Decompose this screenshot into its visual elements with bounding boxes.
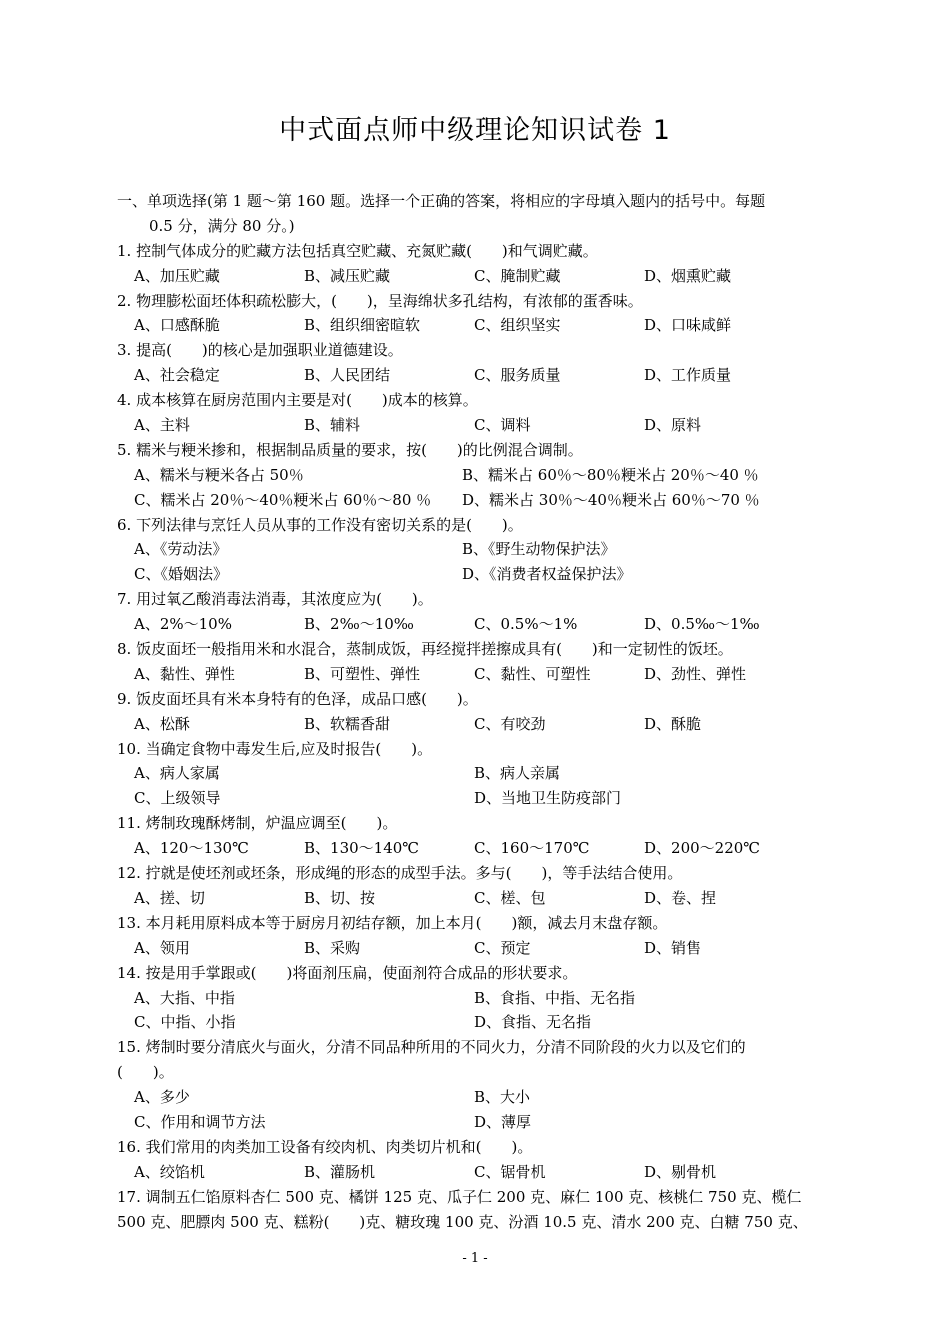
option-a: A、病人家属 <box>134 764 220 783</box>
question-2: 2. 物理膨松面坯体积疏松膨大，( )，呈海绵状多孔结构，有浓郁的蛋香味。 <box>117 291 643 310</box>
question-15-options-row-1 <box>117 1085 837 1110</box>
option-a: A、多少 <box>134 1088 190 1107</box>
question-list <box>117 189 837 1234</box>
option-c: C、0.5%～1% <box>474 615 578 634</box>
question-13-options <box>117 936 837 961</box>
question-9: 9. 饭皮面坯具有米本身特有的色泽，成品口感( )。 <box>117 689 478 708</box>
question-15-continued: ( )。 <box>117 1063 174 1082</box>
question-10: 10. 当确定食物中毒发生后,应及时报告( )。 <box>117 739 433 758</box>
option-b: B、切、按 <box>304 888 376 907</box>
option-d: D、糯米占 30％～40％粳米占 60％～70 ％ <box>462 490 760 509</box>
option-d: D、200～220℃ <box>644 839 761 858</box>
option-c: C、锯骨机 <box>474 1162 546 1181</box>
question-12: 12. 拧就是使坯剂或坯条，形成绳的形态的成型手法。多与( )，等手法结合使用。 <box>117 864 683 883</box>
question-14-options-row-2 <box>117 1010 837 1035</box>
option-c: C、黏性、可塑性 <box>474 664 591 683</box>
option-b: B、灌肠机 <box>304 1162 376 1181</box>
option-c: C、上级领导 <box>134 789 221 808</box>
option-d: D、原料 <box>644 416 702 435</box>
option-a: A、2%～10% <box>134 615 232 634</box>
option-d: D、当地卫生防疫部门 <box>474 789 622 808</box>
option-b: B、采购 <box>304 938 361 957</box>
instructions-line-1: 一、单项选择(第 1 题～第 160 题。选择一个正确的答案，将相应的字母填入题内的括号中。每题 <box>117 192 766 210</box>
question-13: 13. 本月耗用原料成本等于厨房月初结存额，加上本月( )额，减去月末盘存额。 <box>117 913 668 932</box>
option-c: C、糯米占 20％～40％粳米占 60％～80 ％ <box>134 490 432 509</box>
option-a: A、口感酥脆 <box>134 316 220 335</box>
option-b: B、2‰～10‰ <box>304 615 414 634</box>
option-d: D、口味咸鲜 <box>644 316 732 335</box>
question-7-options <box>117 612 837 637</box>
question-6-options-row-2 <box>117 562 837 587</box>
question-5: 5. 糯米与粳米掺和，根据制品质量的要求，按( )的比例混合调制。 <box>117 440 583 459</box>
option-d: D、销售 <box>644 938 702 957</box>
option-b: B、辅料 <box>304 416 361 435</box>
option-c: C、腌制贮藏 <box>474 266 561 285</box>
question-1-options <box>117 264 837 289</box>
option-d: D、劲性、弹性 <box>644 664 747 683</box>
option-d: D、剔骨机 <box>644 1162 717 1181</box>
option-a: A、加压贮藏 <box>134 266 220 285</box>
page-number: - 1 - <box>462 1251 488 1266</box>
option-b: B、病人亲属 <box>474 764 561 783</box>
option-a: A、主料 <box>134 416 190 435</box>
option-c: C、服务质量 <box>474 366 561 385</box>
option-a: A、领用 <box>134 938 190 957</box>
question-11-options <box>117 836 837 861</box>
option-b: B、《野生动物保护法》 <box>462 540 616 559</box>
option-b: B、软糯香甜 <box>304 714 391 733</box>
option-a: A、搓、切 <box>134 888 205 907</box>
option-a: A、社会稳定 <box>134 366 220 385</box>
question-7: 7. 用过氧乙酸消毒法消毒，其浓度应为( )。 <box>117 590 433 609</box>
option-c: C、预定 <box>474 938 531 957</box>
question-8-options <box>117 662 837 687</box>
question-6-options-row-1 <box>117 537 837 562</box>
question-17: 17. 调制五仁馅原料杏仁 500 克、橘饼 125 克、瓜子仁 200 克、麻仁 100 克、核桃仁 750 克、榄仁 <box>117 1187 802 1206</box>
option-c: C、160～170℃ <box>474 839 590 858</box>
question-3: 3. 提高( )的核心是加强职业道德建设。 <box>117 341 403 360</box>
question-15-options-row-2 <box>117 1110 837 1135</box>
question-15: 15. 烤制时要分清底火与面火，分清不同品种所用的不同火力，分清不同阶段的火力以及它们的 <box>117 1038 746 1057</box>
option-b: B、食指、中指、无名指 <box>474 988 636 1007</box>
question-10-options-row-1 <box>117 761 837 786</box>
option-a: A、松酥 <box>134 714 190 733</box>
option-d: D、薄厚 <box>474 1112 532 1131</box>
option-b: B、人民团结 <box>304 366 391 385</box>
option-c: C、槎、包 <box>474 888 546 907</box>
option-a: A、120～130℃ <box>134 839 249 858</box>
question-3-options <box>117 363 837 388</box>
option-d: D、《消费者权益保护法》 <box>462 565 632 584</box>
question-4: 4. 成本核算在厨房范围内主要是对( )成本的核算。 <box>117 391 478 410</box>
instructions-line-2: 0.5 分，满分 80 分。) <box>149 216 295 235</box>
question-5-options-row-2 <box>117 488 837 513</box>
question-6: 6. 下列法律与烹饪人员从事的工作没有密切关系的是( )。 <box>117 515 523 534</box>
option-a: A、糯米与粳米各占 50％ <box>134 465 304 484</box>
option-c: C、中指、小指 <box>134 1013 236 1032</box>
option-b: B、糯米占 60％～80％粳米占 20％～40 ％ <box>462 465 759 484</box>
option-d: D、卷、捏 <box>644 888 717 907</box>
question-17-continued: 500 克、肥膘肉 500 克、糕粉( )克、糖玫瑰 100 克、汾酒 10.5 克、清水 200 克、白糖 750 克、 <box>117 1212 808 1231</box>
question-1: 1. 控制气体成分的贮藏方法包括真空贮藏、充氮贮藏( )和气调贮藏。 <box>117 241 598 260</box>
option-b: B、组织细密暄软 <box>304 316 421 335</box>
question-9-options <box>117 712 837 737</box>
question-16-options <box>117 1160 837 1185</box>
option-a: A、《劳动法》 <box>134 540 228 559</box>
option-d: D、食指、无名指 <box>474 1013 592 1032</box>
option-c: C、组织坚实 <box>474 316 561 335</box>
option-c: C、作用和调节方法 <box>134 1112 266 1131</box>
option-b: B、减压贮藏 <box>304 266 391 285</box>
question-12-options <box>117 886 837 911</box>
option-d: D、烟熏贮藏 <box>644 266 732 285</box>
question-8: 8. 饭皮面坯一般指用米和水混合，蒸制成饭，再经搅拌搓擦成具有( )和一定韧性的饭坯。 <box>117 640 733 659</box>
question-4-options <box>117 413 837 438</box>
question-16: 16. 我们常用的肉类加工设备有绞肉机、肉类切片机和( )。 <box>117 1137 533 1156</box>
option-b: B、130～140℃ <box>304 839 420 858</box>
question-2-options <box>117 313 837 338</box>
page-title: 中式面点师中级理论知识试卷 1 <box>279 115 671 146</box>
option-c: C、《婚姻法》 <box>134 565 228 584</box>
option-b: B、可塑性、弹性 <box>304 664 421 683</box>
option-b: B、大小 <box>474 1088 531 1107</box>
question-5-options-row-1 <box>117 463 837 488</box>
option-d: D、0.5‰～1‰ <box>644 615 760 634</box>
question-11: 11. 烤制玫瑰酥烤制，炉温应调至( )。 <box>117 814 398 833</box>
question-14-options-row-1 <box>117 986 837 1011</box>
option-d: D、酥脆 <box>644 714 702 733</box>
option-c: C、调料 <box>474 416 531 435</box>
option-a: A、绞馅机 <box>134 1162 205 1181</box>
option-d: D、工作质量 <box>644 366 732 385</box>
option-c: C、有咬劲 <box>474 714 546 733</box>
option-a: A、黏性、弹性 <box>134 664 235 683</box>
option-a: A、大指、中指 <box>134 988 235 1007</box>
question-10-options-row-2 <box>117 786 837 811</box>
question-14: 14. 按是用手掌跟或( )将面剂压扁，使面剂符合成品的形状要求。 <box>117 963 578 982</box>
